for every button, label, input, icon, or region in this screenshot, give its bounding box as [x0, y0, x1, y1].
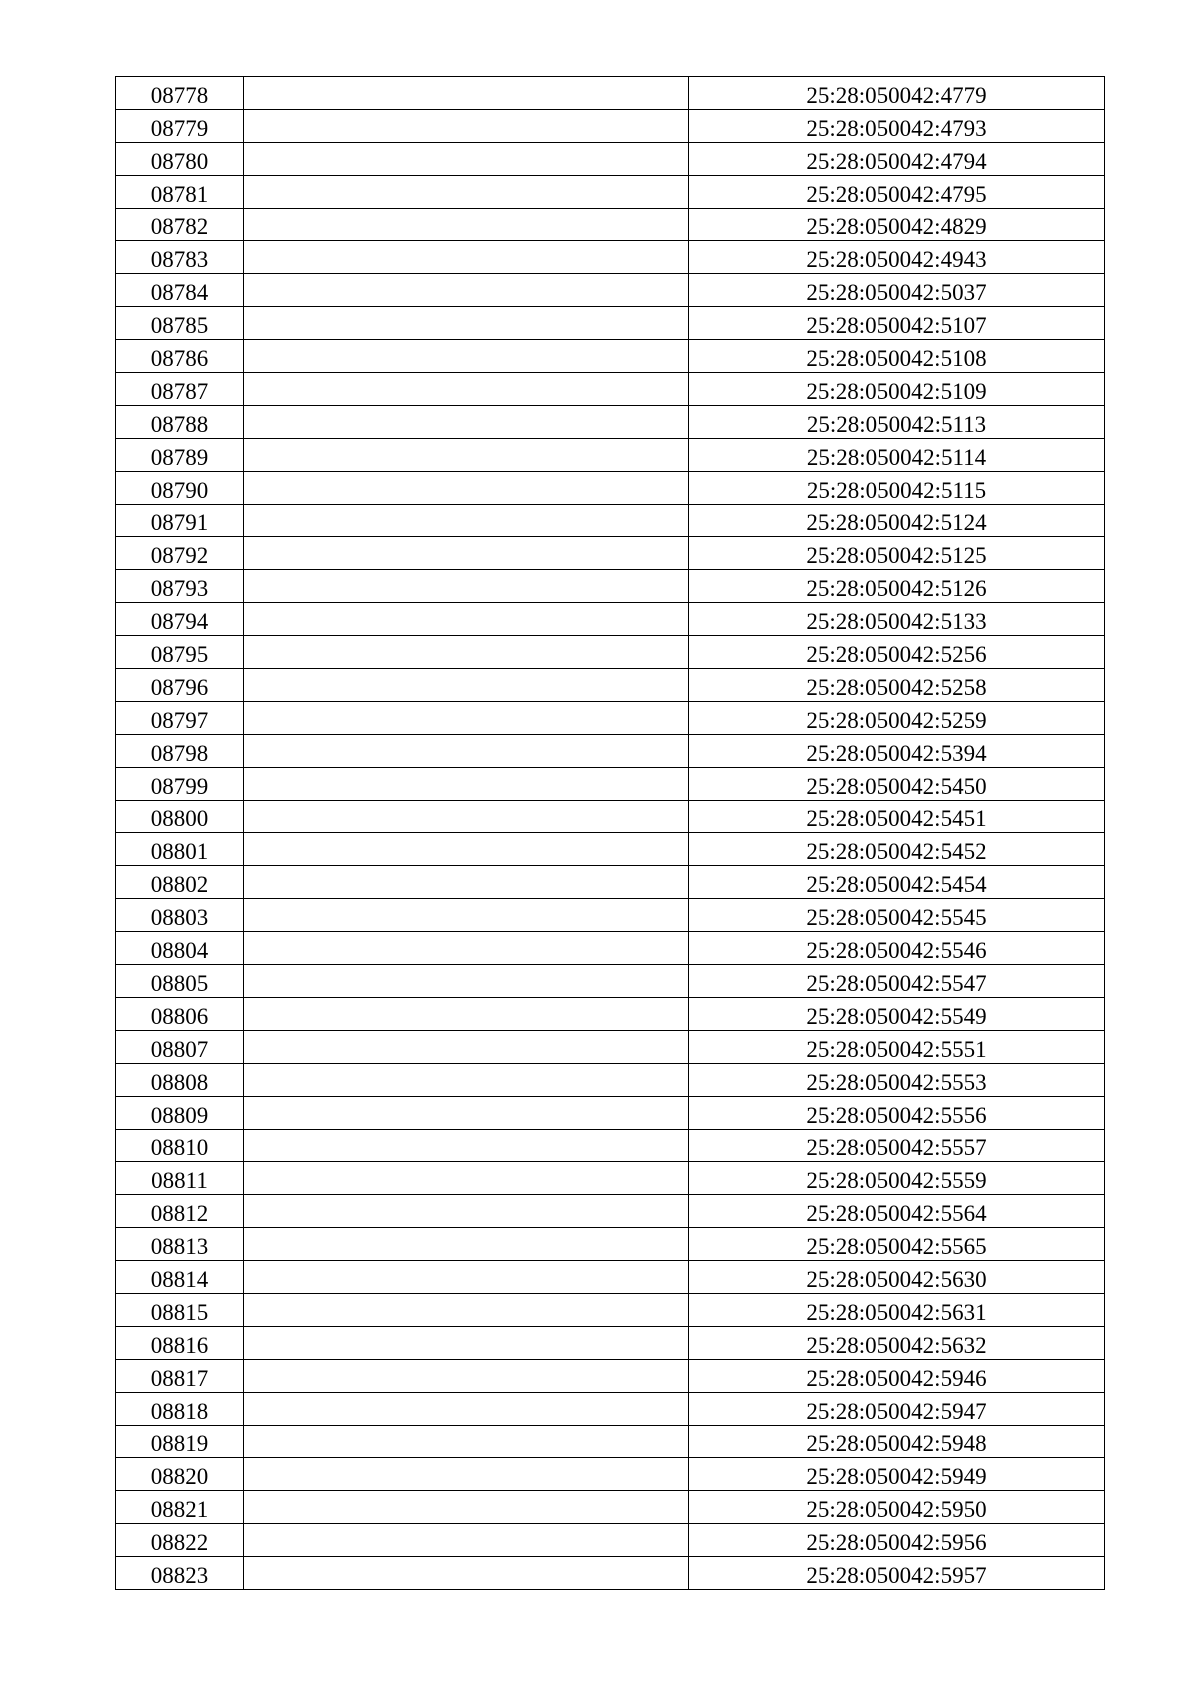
table-row [116, 537, 1105, 570]
empty-cell [244, 504, 689, 537]
empty-cell [244, 175, 689, 208]
cadastral-number-cell: 25:28:050042:4794 [689, 142, 1105, 175]
cadastral-number-cell: 25:28:050042:5547 [689, 965, 1105, 998]
row-number-cell: 08780 [116, 142, 244, 175]
table-row [116, 932, 1105, 965]
empty-cell [244, 767, 689, 800]
table-row [116, 833, 1105, 866]
empty-cell [244, 997, 689, 1030]
row-number-cell: 08789 [116, 438, 244, 471]
cadastral-number-cell: 25:28:050042:5454 [689, 866, 1105, 899]
empty-cell [244, 438, 689, 471]
cadastral-number-cell: 25:28:050042:5949 [689, 1458, 1105, 1491]
table-row [116, 274, 1105, 307]
empty-cell [244, 77, 689, 110]
row-number-cell: 08790 [116, 471, 244, 504]
cadastral-number-cell: 25:28:050042:5451 [689, 800, 1105, 833]
cadastral-number-cell: 25:28:050042:5124 [689, 504, 1105, 537]
row-number-cell: 08788 [116, 405, 244, 438]
row-number-cell: 08802 [116, 866, 244, 899]
row-number-cell: 08783 [116, 241, 244, 274]
empty-cell [244, 340, 689, 373]
cadastral-number-cell: 25:28:050042:4779 [689, 77, 1105, 110]
table-row [116, 701, 1105, 734]
row-number-cell: 08794 [116, 603, 244, 636]
empty-cell [244, 274, 689, 307]
table-row [116, 1162, 1105, 1195]
empty-cell [244, 307, 689, 340]
table-row [116, 471, 1105, 504]
table-row [116, 504, 1105, 537]
cadastral-number-cell: 25:28:050042:5113 [689, 405, 1105, 438]
row-number-cell: 08786 [116, 340, 244, 373]
row-number-cell: 08793 [116, 570, 244, 603]
row-number-cell: 08795 [116, 636, 244, 669]
row-number-cell: 08822 [116, 1524, 244, 1557]
table-row [116, 1425, 1105, 1458]
cadastral-number-cell: 25:28:050042:5557 [689, 1129, 1105, 1162]
row-number-cell: 08809 [116, 1096, 244, 1129]
empty-cell [244, 800, 689, 833]
table-row [116, 1491, 1105, 1524]
row-number-cell: 08801 [116, 833, 244, 866]
cadastral-number-cell: 25:28:050042:5452 [689, 833, 1105, 866]
table-row [116, 1195, 1105, 1228]
empty-cell [244, 603, 689, 636]
cadastral-number-cell: 25:28:050042:5109 [689, 373, 1105, 406]
cadastral-number-cell: 25:28:050042:5126 [689, 570, 1105, 603]
table-row [116, 438, 1105, 471]
empty-cell [244, 833, 689, 866]
table-row [116, 767, 1105, 800]
empty-cell [244, 471, 689, 504]
empty-cell [244, 570, 689, 603]
cadastral-number-cell: 25:28:050042:5107 [689, 307, 1105, 340]
cadastral-number-cell: 25:28:050042:5632 [689, 1326, 1105, 1359]
empty-cell [244, 636, 689, 669]
cadastral-number-cell: 25:28:050042:5394 [689, 734, 1105, 767]
table-row [116, 208, 1105, 241]
row-number-cell: 08805 [116, 965, 244, 998]
row-number-cell: 08792 [116, 537, 244, 570]
empty-cell [244, 1030, 689, 1063]
row-number-cell: 08812 [116, 1195, 244, 1228]
row-number-cell: 08782 [116, 208, 244, 241]
empty-cell [244, 1458, 689, 1491]
table-row [116, 965, 1105, 998]
table-row [116, 800, 1105, 833]
table-row [116, 241, 1105, 274]
cadastral-number-cell: 25:28:050042:5108 [689, 340, 1105, 373]
empty-cell [244, 208, 689, 241]
table-row [116, 734, 1105, 767]
row-number-cell: 08796 [116, 669, 244, 702]
cadastral-number-cell: 25:28:050042:5957 [689, 1557, 1105, 1590]
empty-cell [244, 1491, 689, 1524]
cadastral-number-cell: 25:28:050042:5549 [689, 997, 1105, 1030]
empty-cell [244, 965, 689, 998]
row-number-cell: 08808 [116, 1063, 244, 1096]
table-row [116, 1293, 1105, 1326]
cadastral-number-cell: 25:28:050042:5559 [689, 1162, 1105, 1195]
cadastral-number-cell: 25:28:050042:5556 [689, 1096, 1105, 1129]
cadastral-number-cell: 25:28:050042:5956 [689, 1524, 1105, 1557]
empty-cell [244, 734, 689, 767]
table-row [116, 307, 1105, 340]
empty-cell [244, 899, 689, 932]
empty-cell [244, 1129, 689, 1162]
row-number-cell: 08787 [116, 373, 244, 406]
table-row [116, 1557, 1105, 1590]
row-number-cell: 08818 [116, 1392, 244, 1425]
row-number-cell: 08816 [116, 1326, 244, 1359]
row-number-cell: 08814 [116, 1261, 244, 1294]
cadastral-number-cell: 25:28:050042:5946 [689, 1359, 1105, 1392]
empty-cell [244, 1557, 689, 1590]
cadastral-number-cell: 25:28:050042:4795 [689, 175, 1105, 208]
empty-cell [244, 1195, 689, 1228]
empty-cell [244, 1392, 689, 1425]
table-row [116, 109, 1105, 142]
row-number-cell: 08785 [116, 307, 244, 340]
empty-cell [244, 1326, 689, 1359]
cadastral-number-cell: 25:28:050042:5114 [689, 438, 1105, 471]
empty-cell [244, 142, 689, 175]
table-row [116, 899, 1105, 932]
cadastral-number-cell: 25:28:050042:5259 [689, 701, 1105, 734]
empty-cell [244, 241, 689, 274]
empty-cell [244, 669, 689, 702]
row-number-cell: 08803 [116, 899, 244, 932]
registry-table-body [116, 77, 1105, 1590]
table-row [116, 1261, 1105, 1294]
table-row [116, 603, 1105, 636]
empty-cell [244, 109, 689, 142]
table-row [116, 1458, 1105, 1491]
cadastral-number-cell: 25:28:050042:4829 [689, 208, 1105, 241]
row-number-cell: 08821 [116, 1491, 244, 1524]
row-number-cell: 08806 [116, 997, 244, 1030]
table-row [116, 636, 1105, 669]
table-row [116, 1359, 1105, 1392]
cadastral-number-cell: 25:28:050042:5565 [689, 1228, 1105, 1261]
table-row [116, 669, 1105, 702]
row-number-cell: 08810 [116, 1129, 244, 1162]
table-row [116, 77, 1105, 110]
row-number-cell: 08800 [116, 800, 244, 833]
empty-cell [244, 1162, 689, 1195]
cadastral-number-cell: 25:28:050042:5551 [689, 1030, 1105, 1063]
empty-cell [244, 1524, 689, 1557]
row-number-cell: 08820 [116, 1458, 244, 1491]
empty-cell [244, 1359, 689, 1392]
row-number-cell: 08817 [116, 1359, 244, 1392]
row-number-cell: 08811 [116, 1162, 244, 1195]
row-number-cell: 08804 [116, 932, 244, 965]
cadastral-number-cell: 25:28:050042:5947 [689, 1392, 1105, 1425]
empty-cell [244, 405, 689, 438]
empty-cell [244, 701, 689, 734]
table-row [116, 1524, 1105, 1557]
cadastral-number-cell: 25:28:050042:5450 [689, 767, 1105, 800]
cadastral-number-cell: 25:28:050042:5256 [689, 636, 1105, 669]
row-number-cell: 08807 [116, 1030, 244, 1063]
cadastral-number-cell: 25:28:050042:5258 [689, 669, 1105, 702]
empty-cell [244, 866, 689, 899]
table-row [116, 1326, 1105, 1359]
table-row [116, 997, 1105, 1030]
cadastral-number-cell: 25:28:050042:5950 [689, 1491, 1105, 1524]
row-number-cell: 08791 [116, 504, 244, 537]
empty-cell [244, 1228, 689, 1261]
table-row [116, 340, 1105, 373]
row-number-cell: 08823 [116, 1557, 244, 1590]
table-row [116, 142, 1105, 175]
cadastral-number-cell: 25:28:050042:5037 [689, 274, 1105, 307]
empty-cell [244, 1425, 689, 1458]
cadastral-registry-table [115, 76, 1105, 1590]
table-row [116, 570, 1105, 603]
table-row [116, 1129, 1105, 1162]
table-row [116, 866, 1105, 899]
empty-cell [244, 1063, 689, 1096]
cadastral-number-cell: 25:28:050042:5545 [689, 899, 1105, 932]
cadastral-number-cell: 25:28:050042:4943 [689, 241, 1105, 274]
table-row [116, 405, 1105, 438]
row-number-cell: 08778 [116, 77, 244, 110]
table-row [116, 1063, 1105, 1096]
table-row [116, 1030, 1105, 1063]
cadastral-number-cell: 25:28:050042:5564 [689, 1195, 1105, 1228]
cadastral-number-cell: 25:28:050042:5133 [689, 603, 1105, 636]
row-number-cell: 08815 [116, 1293, 244, 1326]
table-row [116, 1228, 1105, 1261]
table-row [116, 1096, 1105, 1129]
empty-cell [244, 1261, 689, 1294]
row-number-cell: 08781 [116, 175, 244, 208]
cadastral-number-cell: 25:28:050042:5115 [689, 471, 1105, 504]
empty-cell [244, 537, 689, 570]
row-number-cell: 08799 [116, 767, 244, 800]
row-number-cell: 08813 [116, 1228, 244, 1261]
row-number-cell: 08779 [116, 109, 244, 142]
cadastral-number-cell: 25:28:050042:5948 [689, 1425, 1105, 1458]
cadastral-number-cell: 25:28:050042:5546 [689, 932, 1105, 965]
cadastral-number-cell: 25:28:050042:4793 [689, 109, 1105, 142]
table-row [116, 373, 1105, 406]
row-number-cell: 08797 [116, 701, 244, 734]
cadastral-number-cell: 25:28:050042:5125 [689, 537, 1105, 570]
row-number-cell: 08784 [116, 274, 244, 307]
empty-cell [244, 1096, 689, 1129]
empty-cell [244, 1293, 689, 1326]
empty-cell [244, 373, 689, 406]
row-number-cell: 08819 [116, 1425, 244, 1458]
cadastral-number-cell: 25:28:050042:5630 [689, 1261, 1105, 1294]
cadastral-number-cell: 25:28:050042:5553 [689, 1063, 1105, 1096]
cadastral-number-cell: 25:28:050042:5631 [689, 1293, 1105, 1326]
row-number-cell: 08798 [116, 734, 244, 767]
table-row [116, 175, 1105, 208]
empty-cell [244, 932, 689, 965]
table-row [116, 1392, 1105, 1425]
